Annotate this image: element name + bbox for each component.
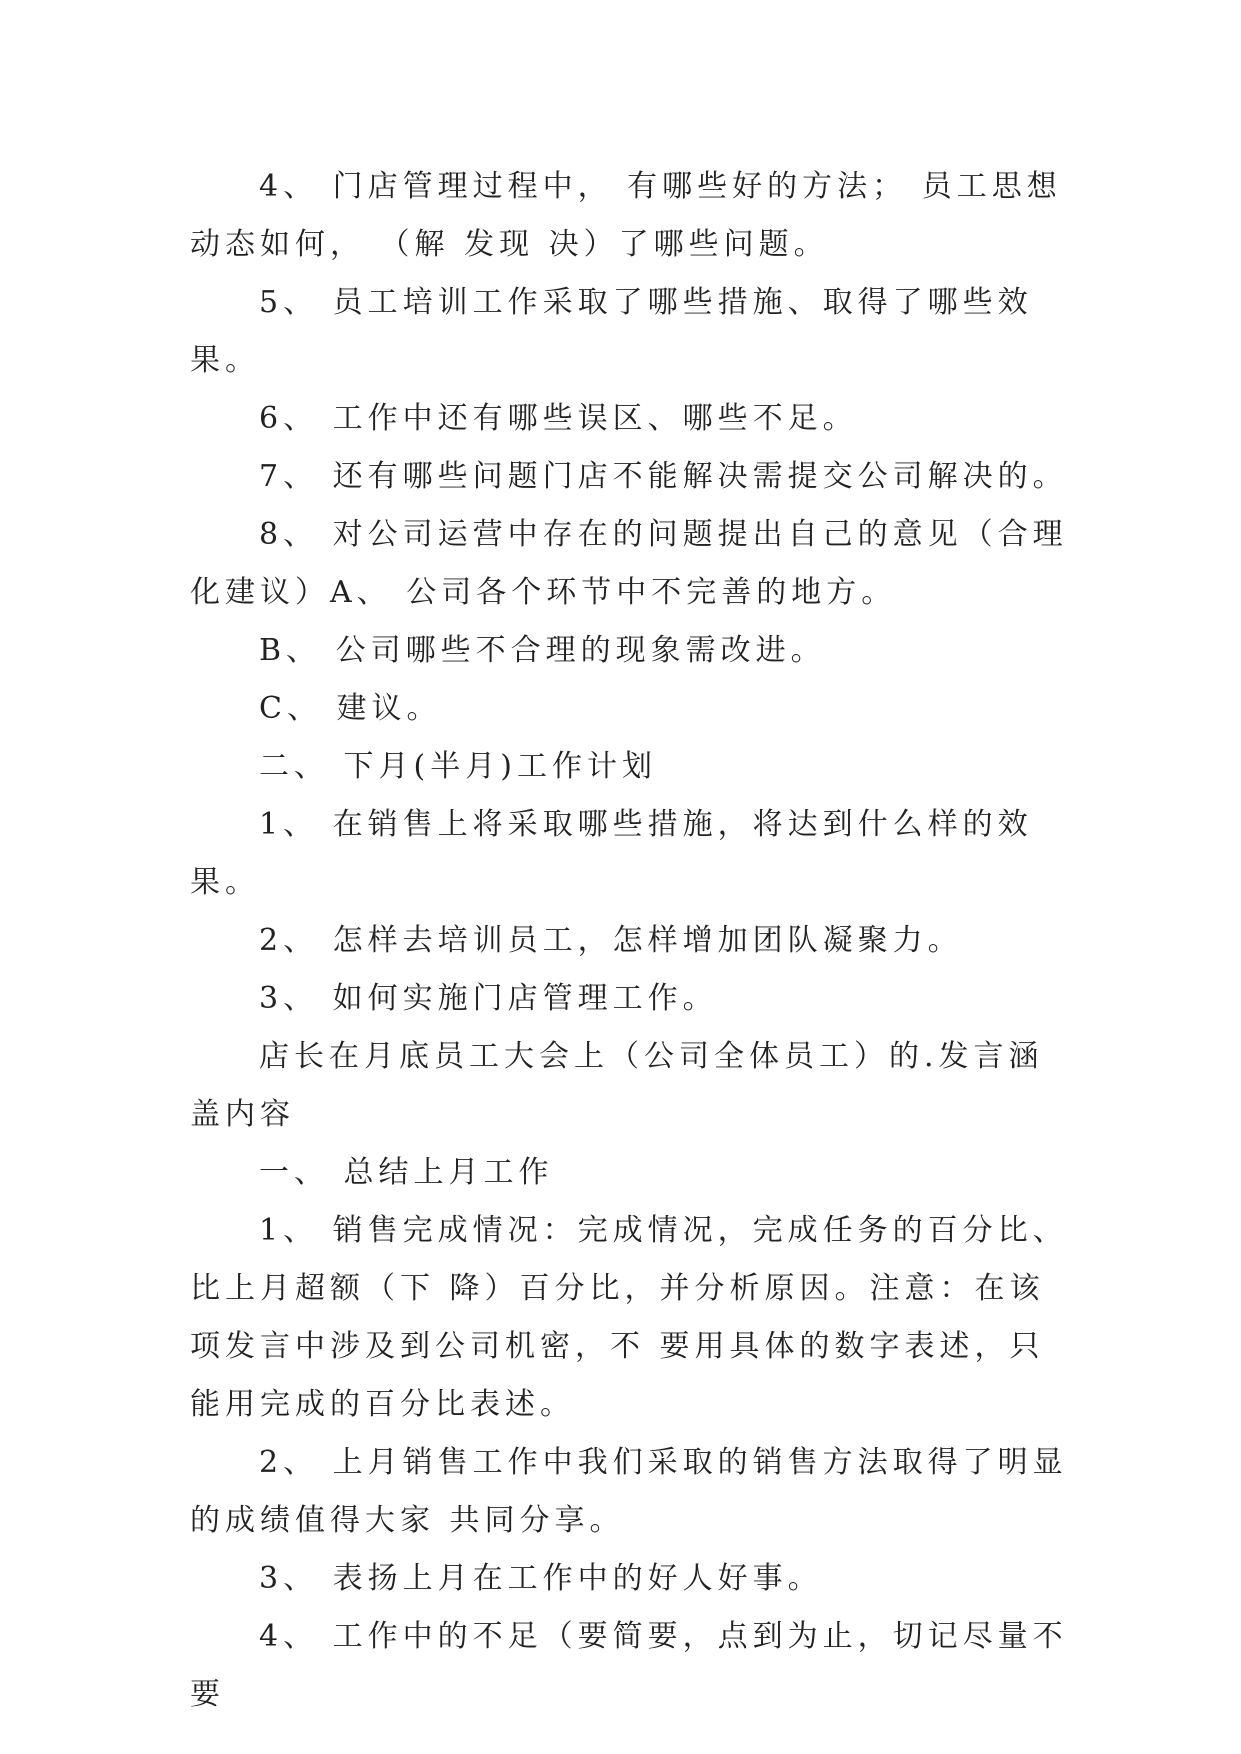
- paragraph-improvements: B、 公司哪些不合理的现象需改进。: [259, 633, 826, 668]
- paragraph-sales-measures: 1、 在销售上将采取哪些措施，将达到什么样的效果。: [190, 807, 1033, 900]
- paragraph-staff-training: 5、 员工培训工作采取了哪些措施、取得了哪些效果。: [190, 285, 1033, 378]
- paragraph-advice: C、 建议。: [259, 691, 442, 726]
- section-heading-last-month-summary: 一、 总结上月工作: [259, 1155, 554, 1190]
- paragraph-store-management: 4、 门店管理过程中， 有哪些好的方法； 员工思想动态如何， （解 发现 决）了哪些问题。: [190, 169, 1062, 262]
- paragraph-praise: 3、 表扬上月在工作中的好人好事。: [259, 1561, 823, 1596]
- paragraph-unresolved-issues: 7、 还有哪些问题门店不能解决需提交公司解决的。: [259, 459, 1068, 494]
- paragraph-team-training: 2、 怎样去培训员工，怎样增加团队凝聚力。: [259, 923, 963, 958]
- paragraph-deficiencies: 4、 工作中的不足（要简要，点到为止，切记尽量不要: [190, 1619, 1068, 1712]
- paragraph-speech-content: 店长在月底员工大会上（公司全体员工）的.发言涵盖内容: [190, 1039, 1044, 1132]
- paragraph-sales-methods: 2、 上月销售工作中我们采取的销售方法取得了明显的成绩值得大家 共同分享。: [190, 1445, 1068, 1538]
- paragraph-work-shortcomings: 6、 工作中还有哪些误区、哪些不足。: [259, 401, 858, 436]
- paragraph-sales-completion: 1、 销售完成情况：完成情况，完成任务的百分比、比上月超额（下 降）百分比，并分析原因。注意：在该项发言中涉及到公司机密，不 要用具体的数字表述，只能用完成的百分比表述。: [190, 1213, 1068, 1422]
- paragraph-store-implementation: 3、 如何实施门店管理工作。: [259, 981, 718, 1016]
- paragraph-company-suggestions: 8、 对公司运营中存在的问题提出自己的意见（合理化建议）A、 公司各个环节中不完善的地方。: [190, 517, 1068, 610]
- document-body: [190, 158, 1070, 1724]
- section-heading-next-month-plan: 二、 下月(半月)工作计划: [259, 749, 657, 784]
